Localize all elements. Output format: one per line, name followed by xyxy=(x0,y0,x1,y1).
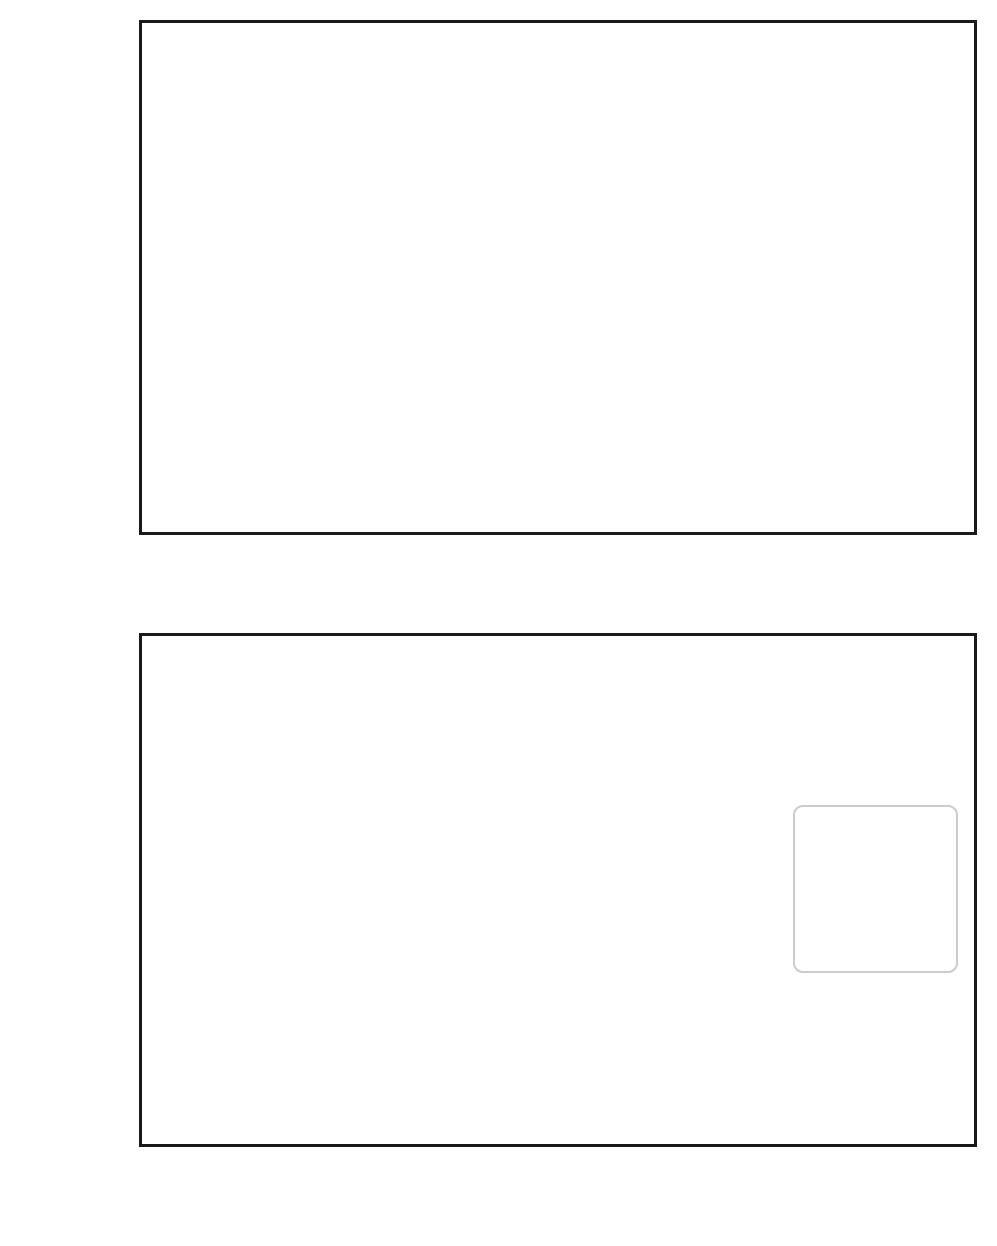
line-chart-axes xyxy=(139,633,977,1147)
legend xyxy=(793,805,958,973)
ranking-chart-axes xyxy=(139,20,977,535)
ranking-y-axis-label xyxy=(10,0,50,572)
line-chart-y-axis-label xyxy=(18,539,58,1239)
